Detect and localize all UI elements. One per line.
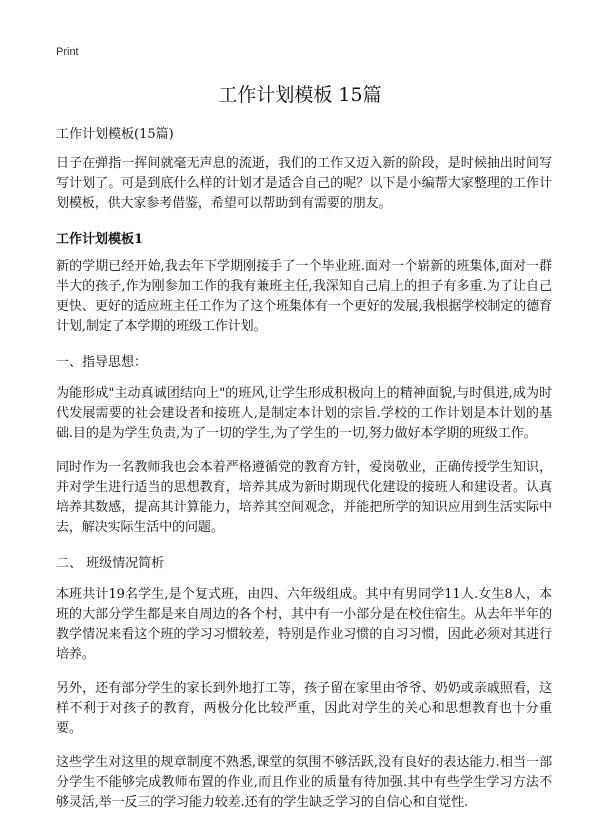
print-label[interactable]: Print xyxy=(56,46,79,58)
heading-guiding-thought: 一、指导思想： xyxy=(56,355,148,370)
page-title: 工作计划模板 15篇 xyxy=(218,84,382,106)
paragraph-1: 新的学期已经开始,我去年下学期刚接手了一个毕业班.面对一个崭新的班集体,面对一群半大的孩子,作为刚参加工作的我有兼班主任,我深知自己肩上的担子有多重.为了让自己更快、更好的适应班主任工作为了这个班集体有一个更好的发展,我根据学校制定的德育计划,制定了本学期的班级工作计划。 xyxy=(56,259,552,334)
document-subtitle: 工作计划模板(15篇) xyxy=(56,127,174,142)
paragraph-4: 本班共计19名学生,是个复式班，由四、六年级组成。其中有男同学11人.女生8人，本班的大部分学生都是来自周边的各个村，其中有一小部分是在校住宿生。从去年半年的教学情况来看这个班的学习习惯较差，特别是作业习惯的自习习惯，因此必须对其进行培养。 xyxy=(56,587,552,662)
paragraph-2: 为能形成"主动真诚团结向上"的班风,让学生形成积极向上的精神面貌,与时俱进,成为时代发展需要的社会建设者和接班人,是制定本计划的宗旨.学校的工作计划是本计划的基础.目的是为学生负责,为了一切的学生,为了学生的一切,努力做好本学期的班级工作。 xyxy=(56,386,552,441)
section-heading: 工作计划模板1 xyxy=(56,232,144,247)
paragraph-6: 这些学生对这里的规章制度不熟悉,课堂的氛围不够活跃,没有良好的表达能力.相当一部分学生不能够完成教师布置的作业,而且作业的质量有待加强.其中有些学生学习方法不够灵活,举一反三的学习能力较差.还有的学生缺乏学习的自信心和自觉性. xyxy=(56,755,552,810)
paragraph-5: 另外，还有部分学生的家长到外地打工等，孩子留在家里由爷爷、奶奶或亲戚照看，这样不利于对孩子的教育，两极分化比较严重，因此对学生的关心和思想教育也十分重要。 xyxy=(56,681,552,736)
paragraph-3: 同时作为一名教师我也会本着严格遵循党的教育方针，爱岗敬业，正确传授学生知识，并对学生进行适当的思想教育，培养其成为新时期现代化建设的接班人和建设者。认真培养其数感，提高其计算能力，培养其空间观念，并能把所学的知识应用到生活实际中去，解决实际生活中的问题。 xyxy=(56,460,552,535)
heading-class-analysis: 二、 班级情况简析 xyxy=(56,556,165,571)
intro-paragraph: 日子在弹指一挥间就毫无声息的流逝，我们的工作又迈入新的阶段，是时候抽出时间写写计划了。可是到底什么样的计划才是适合自己的呢？以下是小编帮大家整理的工作计划模板，供大家参考借鉴，希望可以帮助到有需要的朋友。 xyxy=(56,156,552,211)
document-body xyxy=(56,123,552,827)
